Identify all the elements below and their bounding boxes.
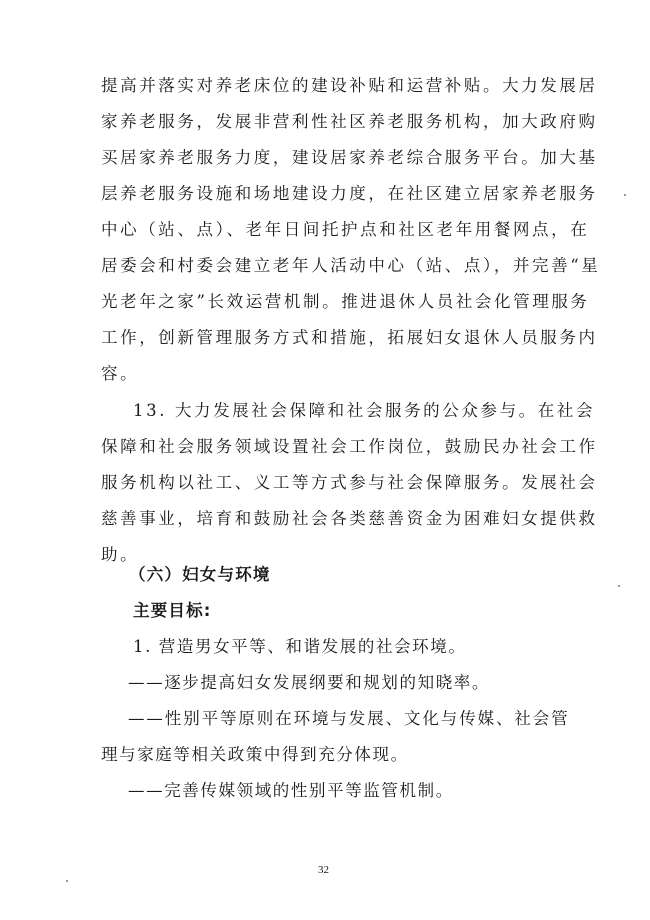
scan-speck [618, 585, 620, 587]
body-text-line: 工作，创新管理服务方式和措施，拓展妇女退休人员服务内 [101, 328, 598, 347]
bullet-item: ——逐步提高妇女发展纲要和规划的知晓率。 [128, 673, 490, 692]
subheading: 主要目标: [133, 601, 212, 620]
section-heading: （六）妇女与环境 [129, 565, 271, 584]
page-number: 32 [318, 864, 329, 876]
body-text-line: 容。 [101, 364, 140, 383]
scan-speck [66, 880, 68, 882]
body-text-line: 慈善事业，培育和鼓励社会各类慈善资金为困难妇女提供救 [101, 509, 598, 528]
body-text-line: 买居家养老服务力度，建设居家养老综合服务平台。加大基 [101, 148, 598, 167]
paragraph-13-start: 13. 大力发展社会保障和社会服务的公众参与。在社会 [133, 401, 596, 420]
body-text-line: 家养老服务，发展非营利性社区养老服务机构，加大政府购 [101, 112, 598, 131]
bullet-continuation: 理与家庭等相关政策中得到充分体现。 [101, 745, 409, 764]
body-text-line: 光老年之家”长效运营机制。推进退休人员社会化管理服务 [101, 292, 590, 311]
body-text-line: 助。 [101, 545, 140, 564]
bullet-item: ——完善传媒领域的性别平等监管机制。 [128, 781, 454, 800]
scan-speck [624, 194, 626, 196]
body-text-line: 中心（站、点）、老年日间托护点和社区老年用餐网点，在 [101, 220, 590, 239]
body-text-line: 居委会和村委会建立老年人活动中心（站、点），并完善“星 [101, 256, 601, 275]
body-text-line: 服务机构以社工、义工等方式参与社会保障服务。发展社会 [101, 473, 598, 492]
bullet-item: ——性别平等原则在环境与发展、文化与传媒、社会管 [128, 709, 570, 728]
body-text-line: 层养老服务设施和场地建设力度，在社区建立居家养老服务 [101, 184, 598, 203]
body-text-line: 提高并落实对养老床位的建设补贴和运营补贴。大力发展居 [101, 76, 598, 95]
body-text-line: 保障和社会服务领域设置社会工作岗位，鼓励民办社会工作 [101, 437, 598, 456]
goal-item: 1. 营造男女平等、和谐发展的社会环境。 [133, 637, 467, 656]
